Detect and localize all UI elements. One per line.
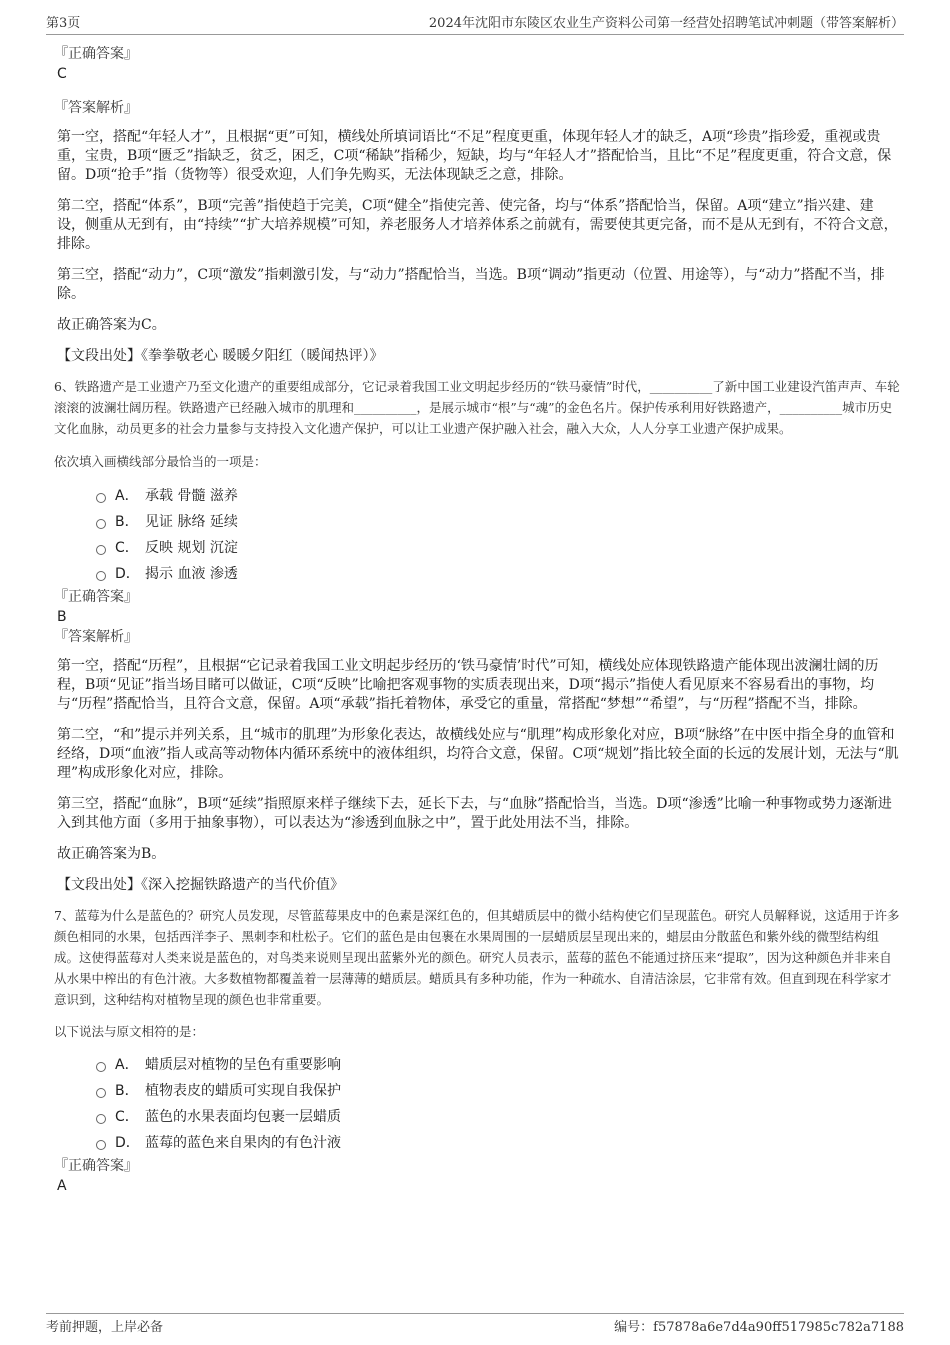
option-c[interactable]: C． 蓝色的水果表面均包裹一层蜡质: [96, 1104, 900, 1130]
document-title: 2024年沈阳市东陵区农业生产资料公司第一经营处招聘笔试冲刺题（带答案解析）: [428, 16, 904, 31]
radio-icon[interactable]: [96, 1088, 106, 1098]
radio-icon[interactable]: [96, 1140, 106, 1150]
answer-label: 『正确答案』: [54, 46, 138, 62]
option-b[interactable]: B． 植物表皮的蜡质可实现自我保护: [96, 1078, 900, 1104]
analysis-conclusion: 故正确答案为B。: [57, 846, 166, 862]
question-stem: 6、铁路遗产是工业遗产乃至文化遗产的重要组成部分，它记录着我国工业文明起步经历的“铁马豪情”时代，__________了新中国工业建设汽笛声声、车轮滚滚的波澜壮阔历程。铁路遗产已经融入城市的肌理和__________，是展示城市“根”与“魂”的金色名片。保护传承利用好铁路遗产，__________城市历史文化血脉，动员更多的社会力量参与支持投入文化遗产保护，可以让工业遗产保护融入社会，融入大众，人人分享工业遗产保护成果。: [54, 379, 900, 436]
option-a[interactable]: A． 蜡质层对植物的呈色有重要影响: [96, 1052, 900, 1078]
question-prompt: 依次填入画横线部分最恰当的一项是：: [54, 454, 267, 469]
correct-answer: B: [57, 609, 67, 625]
analysis-paragraph: 第一空，搭配“年轻人才”，且根据“更”可知，横线处所填词语比“不足”程度更重，体现年轻人才的缺乏，A项“珍贵”指珍爱，重视或贵重，宝贵，B项“匮乏”指缺乏，贫乏，困乏，C项“稀缺”指稀少，短缺，均与“年轻人才”搭配恰当，且比“不足”程度更重，符合文意，保留。D项“抢手”指（货物等）很受欢迎，人们争先购买，无法体现缺乏之意，排除。: [57, 129, 892, 183]
radio-icon[interactable]: [96, 493, 106, 503]
analysis-paragraph: 第二空，“和”提示并列关系，且“城市的肌理”为形象化表达，故横线处应与“肌理”构成形象化对应，B项“脉络”在中医中指全身的血管和经络，D项“血液”指人或高等动物体内循环系统中的液体组织，均符合文意，保留。C项“规划”指比较全面的长远的发展计划，无法与“肌理”构成形象化对应，排除。: [57, 727, 899, 781]
source-label: 【文段出处】: [57, 348, 141, 364]
page-header: [46, 12, 904, 35]
radio-icon[interactable]: [96, 1114, 106, 1124]
answer-label: 『正确答案』: [54, 1158, 138, 1174]
document-serial: 编号：f57878a6e7d4a90ff517985c782a7188: [614, 1320, 904, 1335]
source-title: 《深入挖掘铁路遗产的当代价值》: [141, 877, 344, 893]
answer-label: 『正确答案』: [54, 589, 138, 605]
correct-answer: C: [57, 66, 67, 82]
correct-answer: A: [57, 1178, 67, 1194]
source-title: 《拳拳敬老心 暖暖夕阳红（暖闻热评）》: [141, 348, 384, 364]
analysis-conclusion: 故正确答案为C。: [57, 317, 166, 333]
source-line: [54, 875, 900, 895]
page-footer: [46, 1313, 904, 1335]
option-b[interactable]: B． 见证 脉络 延续: [96, 509, 900, 535]
radio-icon[interactable]: [96, 571, 106, 581]
source-line: [54, 346, 900, 366]
option-d[interactable]: D． 揭示 血液 渗透: [96, 561, 900, 587]
document-content: [54, 44, 900, 1196]
option-list: [54, 1052, 900, 1156]
radio-icon[interactable]: [96, 1062, 106, 1072]
analysis-paragraph: 第三空，搭配“血脉”，B项“延续”指照原来样子继续下去，延长下去，与“血脉”搭配恰当，当选。D项“渗透”比喻一种事物或势力逐渐进入到其他方面（多用于抽象事物），可以表达为“渗透到血脉之中”，置于此处用法不当，排除。: [57, 796, 892, 831]
source-label: 【文段出处】: [57, 877, 141, 893]
analysis-paragraph: 第三空，搭配“动力”，C项“激发”指刺激引发，与“动力”搭配恰当，当选。B项“调动”指更动（位置、用途等），与“动力”搭配不当，排除。: [57, 267, 885, 302]
analysis-paragraph: 第一空，搭配“历程”，且根据“它记录着我国工业文明起步经历的‘铁马豪情’时代”可知，横线处应体现铁路遗产能体现出波澜壮阔的历程，B项“见证”指当场目睹可以做证，C项“反映”比喻把客观事物的实质表现出来，D项“揭示”指使人看见原来不容易看出的事物，均与“历程”搭配恰当，且符合文意，保留。A项“承载”指托着物体，承受它的重量，常搭配“梦想”“希望”，与“历程”搭配不当，排除。: [57, 658, 879, 712]
question-prompt: 以下说法与原文相符的是：: [54, 1024, 205, 1039]
question-stem: 7、蓝莓为什么是蓝色的？研究人员发现，尽管蓝莓果皮中的色素是深红色的，但其蜡质层中的微小结构使它们呈现蓝色。研究人员解释说，这适用于许多颜色相同的水果，包括西洋李子、黑刺李和杜松子。它们的蓝色是由包裹在水果周围的一层蜡质层呈现出来的，蜡层由分散蓝色和紫外线的微型结构组成。这使得蓝莓对人类来说是蓝色的，对鸟类来说则呈现出蓝紫外光的颜色。研究人员表示，蓝莓的蓝色不能通过挤压来“提取”，因为这种颜色并非来自从水果中榨出的有色汁液。大多数植物都覆盖着一层薄薄的蜡质层。蜡质具有多种功能，作为一种疏水、自清洁涂层，它非常有效。但直到现在科学家才意识到，这种结构对植物呈现的颜色也非常重要。: [54, 908, 900, 1007]
analysis-paragraph: 第二空，搭配“体系”，B项“完善”指使趋于完美，C项“健全”指使完善、使完备，均与“体系”搭配恰当，保留。A项“建立”指兴建、建设，侧重从无到有，由“持续”“扩大培养规模”可知，养老服务人才培养体系之前就有，需要使其更完备，而不是从无到有，不符合文意，排除。: [57, 198, 898, 252]
analysis-label: 『答案解析』: [54, 629, 138, 645]
option-c[interactable]: C． 反映 规划 沉淀: [96, 535, 900, 561]
radio-icon[interactable]: [96, 519, 106, 529]
analysis-label: 『答案解析』: [54, 100, 138, 116]
radio-icon[interactable]: [96, 545, 106, 555]
option-list: [54, 483, 900, 587]
option-a[interactable]: A． 承载 骨髓 滋养: [96, 483, 900, 509]
option-d[interactable]: D． 蓝莓的蓝色来自果肉的有色汁液: [96, 1130, 900, 1156]
page-number: 第3页: [46, 16, 81, 31]
footer-slogan: 考前押题，上岸必备: [46, 1320, 164, 1335]
